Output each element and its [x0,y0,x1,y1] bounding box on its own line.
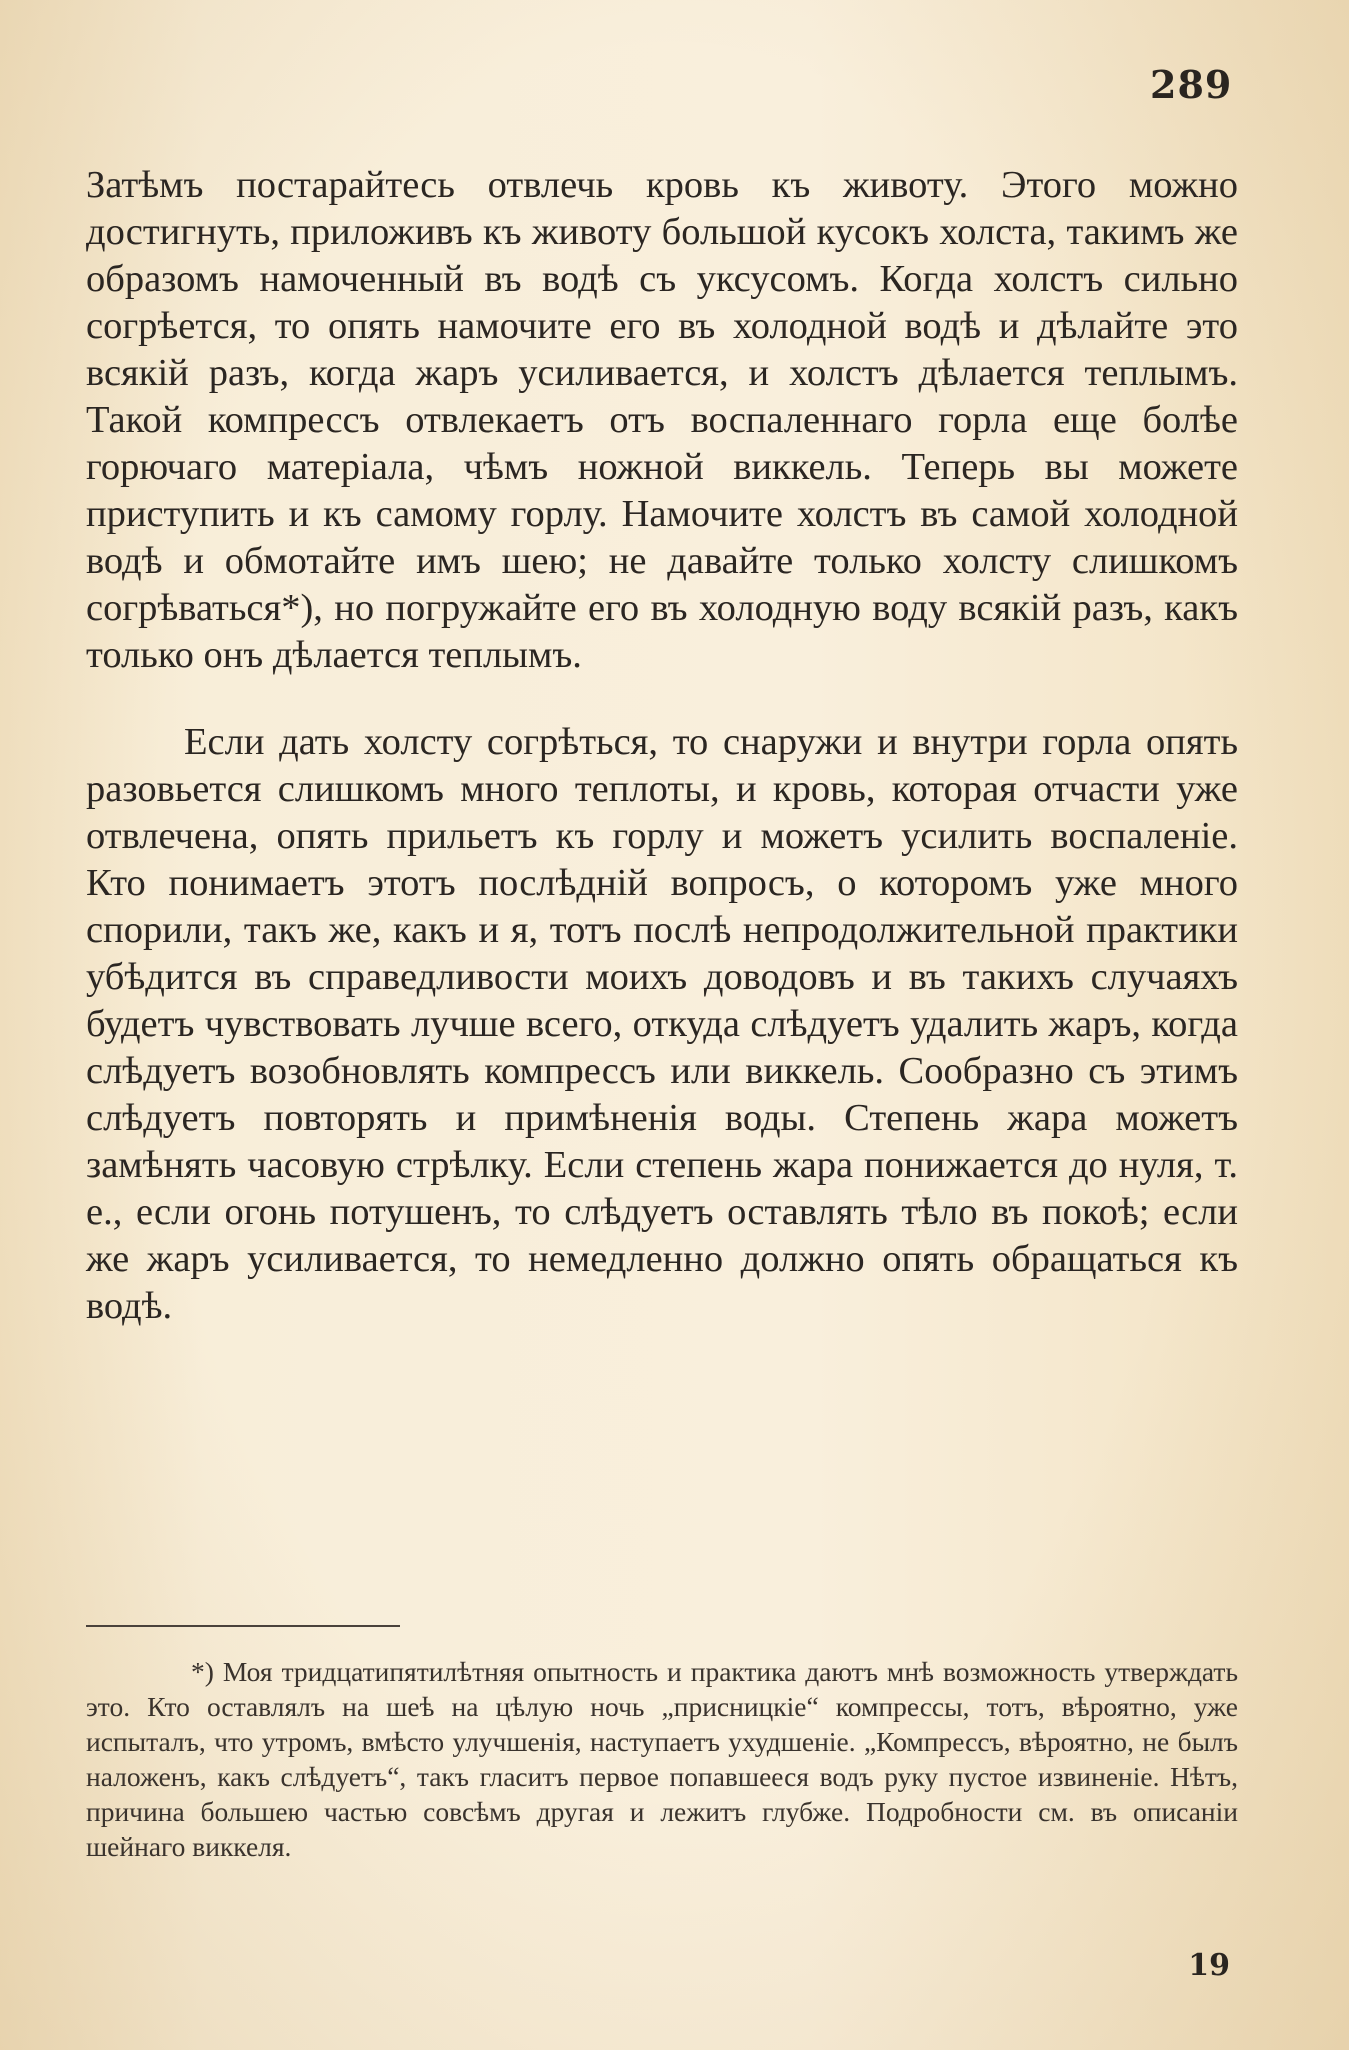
footnote: *) Моя тридцатипятилѣтняя опытность и практика даютъ мнѣ возможность утверждать это. Кто оставлялъ на шеѣ на цѣлую ночь „присницкіе“ компрессы, тотъ, вѣроятно, уже испыталъ, что утромъ, вмѣсто улучшенія, наступаетъ ухудшеніе. „Компрессъ, вѣроятно, не былъ наложенъ, какъ слѣдуетъ“, такъ гласитъ первое попавшееся водъ руку пустое извиненіе. Нѣтъ, причина большею частью совсѣмъ другая и лежитъ глубже. Подробности см. въ описаніи шейнаго виккеля. [86,1656,1238,1862]
footnote-separator [86,1625,400,1627]
signature-mark: 19 [1188,1948,1230,1983]
paragraph: Затѣмъ постарайтесь отвлечь кровь къ животу. Этого можно достигнуть, приложивъ къ животу большой кусокъ холста, такимъ же образомъ намоченный въ водѣ съ уксусомъ. Когда холстъ сильно согрѣется, то опять намочите его въ холодной водѣ и дѣлайте это всякій разъ, когда жаръ усиливается, и холстъ дѣлается теплымъ. Такой компрессъ отвлекаетъ отъ воспаленнаго горла еще болѣе горючаго матеріала, чѣмъ ножной виккель. Теперь вы можете приступить и къ самому горлу. Намочите холстъ въ самой холодной водѣ и обмотайте имъ шею; не давайте только холсту слишкомъ согрѣваться*), но погружайте его въ холодную воду всякій разъ, какъ только онъ дѣлается теплымъ. [86,164,1238,676]
paragraph: Если дать холсту согрѣться, то снаружи и внутри горла опять разовьется слишкомъ много теплоты, и кровь, которая отчасти уже отвлечена, опять прильетъ къ горлу и можетъ усилить воспаленіе. Кто понимаетъ этотъ послѣдній вопросъ, о которомъ уже много спорили, такъ же, какъ и я, тотъ послѣ непродолжительной практики убѣдится въ справедливости моихъ доводовъ и въ такихъ случаяхъ будетъ чувствовать лучше всего, откуда слѣдуетъ удалить жаръ, когда слѣдуетъ возобновлять компрессъ или виккель. Сообразно съ этимъ слѣдуетъ повторять и примѣненія воды. Степень жара можетъ замѣнять часовую стрѣлку. Если степень жара понижается до нуля, т. е., если огонь потушенъ, то слѣдуетъ оставлять тѣло въ покоѣ; если же жаръ усиливается, то немедленно должно опять обращаться къ водѣ. [86,721,1238,1327]
page-number: 289 [1150,62,1233,107]
main-text [86,162,1238,1330]
